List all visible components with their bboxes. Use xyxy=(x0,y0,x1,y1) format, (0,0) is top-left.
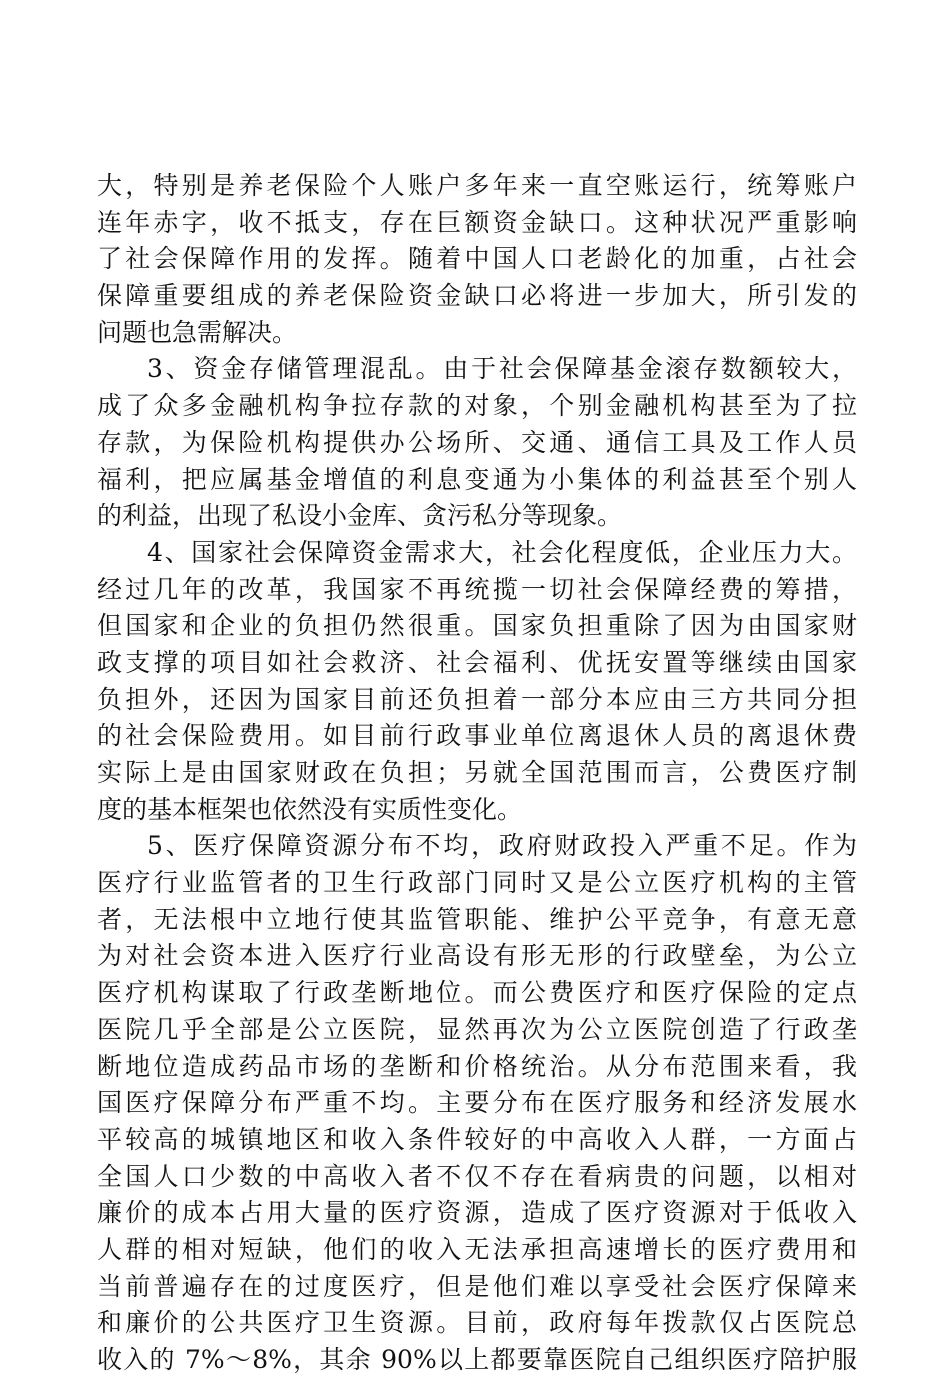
text-line: 为对社会资本进入医疗行业高设有形无形的行政壁垒，为公立 xyxy=(97,941,857,971)
text-line: 实际上是由国家财政在负担；另就全国范围而言，公费医疗制 xyxy=(97,758,857,787)
text-line: 连年赤字，收不抵支，存在巨额资金缺口。这种状况严重影响 xyxy=(97,207,857,237)
text-line: 大，特别是养老保险个人账户多年来一直空账运行，统筹账户 xyxy=(97,171,857,200)
text-line: 负担外，还因为国家目前还负担着一部分本应由三方共同分担 xyxy=(97,684,857,714)
text-line: 的社会保险费用。如目前行政事业单位离退休人员的离退休费 xyxy=(97,721,857,751)
text-line: 保障重要组成的养老保险资金缺口必将进一步加大，所引发的 xyxy=(97,281,857,311)
text-line: 福利，把应属基金增值的利息变通为小集体的利益甚至个别人 xyxy=(97,464,857,494)
text-line: 医疗机构谋取了行政垄断地位。而公费医疗和医疗保险的定点 xyxy=(97,978,857,1008)
text-line: 廉价的成本占用大量的医疗资源，造成了医疗资源对于低收入 xyxy=(97,1198,857,1228)
text-line: 断地位造成药品市场的垄断和价格统治。从分布范围来看，我 xyxy=(97,1051,857,1081)
paragraph-4-start: 4、国家社会保障资金需求大，社会化程度低，企业压力大。 xyxy=(147,537,857,567)
text-line: 国医疗保障分布严重不均。主要分布在医疗服务和经济发展水 xyxy=(97,1088,857,1118)
text-line: 全国人口少数的中高收入者不仅不存在看病贵的问题，以相对 xyxy=(97,1161,857,1191)
text-line: 当前普遍存在的过度医疗，但是他们难以享受社会医疗保障来 xyxy=(97,1271,857,1301)
paragraph-3-start: 3、资金存储管理混乱。由于社会保障基金滚存数额较大， xyxy=(147,354,857,384)
text-line: 的利益，出现了私设小金库、贪污私分等现象。 xyxy=(97,501,623,531)
text-line: 存款，为保险机构提供办公场所、交通、通信工具及工作人员 xyxy=(97,427,857,457)
text-line: 收入的 7%～8%，其余 90%以上都要靠医院自己组织医疗陪护服 xyxy=(97,1345,857,1374)
paragraph-5-start: 5、医疗保障资源分布不均，政府财政投入严重不足。作为 xyxy=(147,831,857,861)
text-line: 政支撑的项目如社会救济、社会福利、优抚安置等继续由国家 xyxy=(97,647,857,677)
text-line: 人群的相对短缺，他们的收入无法承担高速增长的医疗费用和 xyxy=(97,1234,857,1264)
body-text xyxy=(97,168,857,1379)
text-line: 了社会保障作用的发挥。随着中国人口老龄化的加重，占社会 xyxy=(97,244,857,274)
text-line: 和廉价的公共医疗卫生资源。目前，政府每年拨款仅占医院总 xyxy=(97,1308,857,1338)
text-line: 问题也急需解决。 xyxy=(97,317,298,347)
text-line: 医疗行业监管者的卫生行政部门同时又是公立医疗机构的主管 xyxy=(97,868,857,898)
text-line: 医院几乎全部是公立医院，显然再次为公立医院创造了行政垄 xyxy=(97,1014,857,1044)
text-line: 但国家和企业的负担仍然很重。国家负担重除了因为由国家财 xyxy=(97,611,857,641)
text-line: 者，无法根中立地行使其监管职能、维护公平竞争，有意无意 xyxy=(97,904,857,934)
text-line: 度的基本框架也依然没有实质性变化。 xyxy=(97,794,523,824)
text-line: 经过几年的改革，我国家不再统揽一切社会保障经费的筹措， xyxy=(97,574,857,604)
text-line: 成了众多金融机构争拉存款的对象，个别金融机构甚至为了拉 xyxy=(97,391,857,421)
text-line: 平较高的城镇地区和收入条件较好的中高收入人群，一方面占 xyxy=(97,1124,857,1154)
